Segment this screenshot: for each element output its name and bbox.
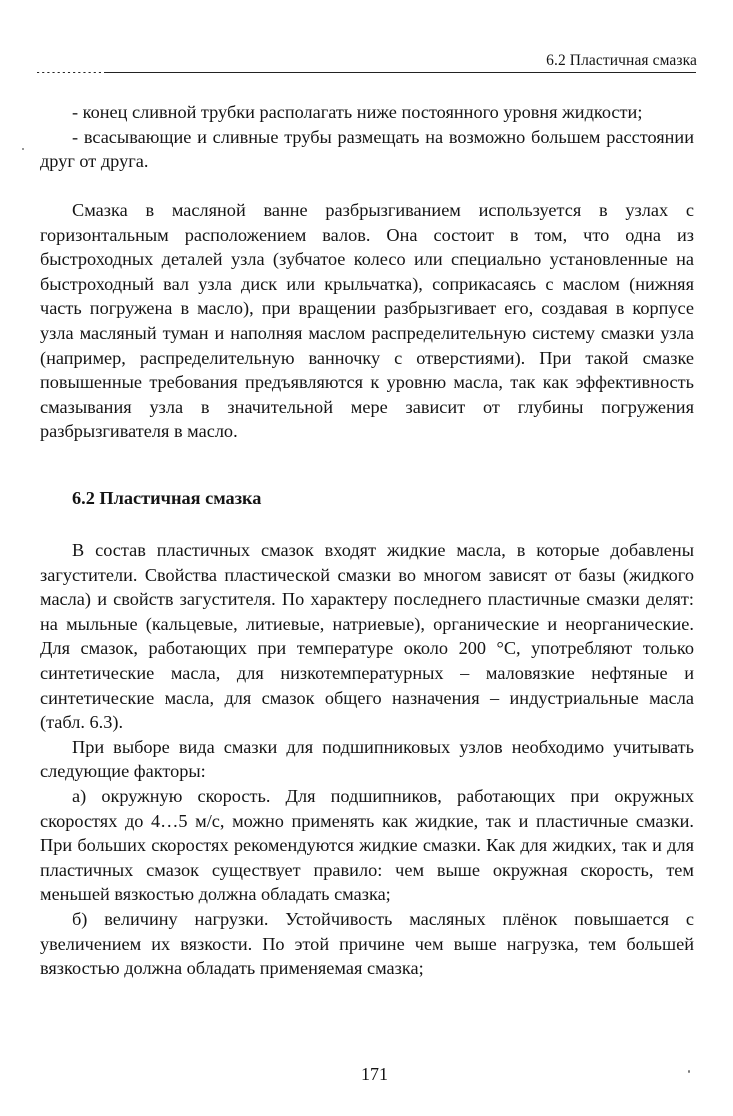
paragraph: При выборе вида смазки для подшипниковых узлов необходимо учитывать следующие факторы: <box>40 736 694 782</box>
page-number: 171 <box>361 1064 388 1084</box>
paragraph: а) окружную скорость. Для подшипников, работающих при окружных скоростях до 4…5 м/с, можно применять как жидкие, так и пластичные смазки. При больших скоростях рекомендуются жидкие смазки. Как для жидких, так и для пластичных смазок существует правило: чем выше окружная скорость, тем меньшей вязкостью должна обладать смазка; <box>40 785 694 905</box>
plastic-grease-section <box>40 538 694 981</box>
scan-speck <box>22 148 24 150</box>
paragraph: Смазка в масляной ванне разбрызгиванием используется в узлах с горизонтальным расположением валов. Она состоит в том, что одна из быстроходных деталей узла (зубчатое колесо или специально установленные на быстроходный вал узла диск или крыльчатка), соприкасаясь с маслом (нижняя часть погружена в масло), при вращении разбрызгивает его, создавая в корпусе узла масляный туман и наполняя маслом распределительную систему смазки узла (например, распределительную ванночку с отверстиями). При такой смазке повышенные требования предъявляются к уровню масла, так как эффективность смазывания узла в значительной мере зависит от глубины погружения разбрызгивателя в масло. <box>40 200 694 442</box>
running-header: 6.2 Пластичная смазка <box>546 52 697 69</box>
header-rule <box>34 72 696 73</box>
paragraph: В состав пластичных смазок входят жидкие масла, в которые добавлены загустители. Свойства пластической смазки во многом зависят от базы (жидкого масла) и свойств загустителя. По характеру последнего пластичные смазки делят: на мыльные (кальцевые, литиевые, натриевые), органические и неорганические. Для смазок, работающих при температуре около 200 °С, употребляют только синтетические масла, для низкотемпературных – маловязкие нефтяные и синтетические масла, для смазок общего назначения – индустриальные масла (табл. 6.3). <box>40 540 694 733</box>
list-item: - всасывающие и сливные трубы размещать на возможно большем расстоянии друг от друга. <box>40 126 694 172</box>
list-item: - конец сливной трубки располагать ниже постоянного уровня жидкости; <box>72 102 643 122</box>
list-block <box>40 100 694 174</box>
paragraph: б) величину нагрузки. Устойчивость масляных плёнок повышается с увеличением их вязкости. По этой причине чем выше нагрузка, тем большей вязкостью должна обладать применяемая смазка; <box>40 908 694 979</box>
header-rule-gap <box>34 72 104 73</box>
scan-speck <box>688 1070 690 1073</box>
section-heading: 6.2 Пластичная смазка <box>72 488 262 508</box>
oil-bath-section <box>40 198 694 444</box>
